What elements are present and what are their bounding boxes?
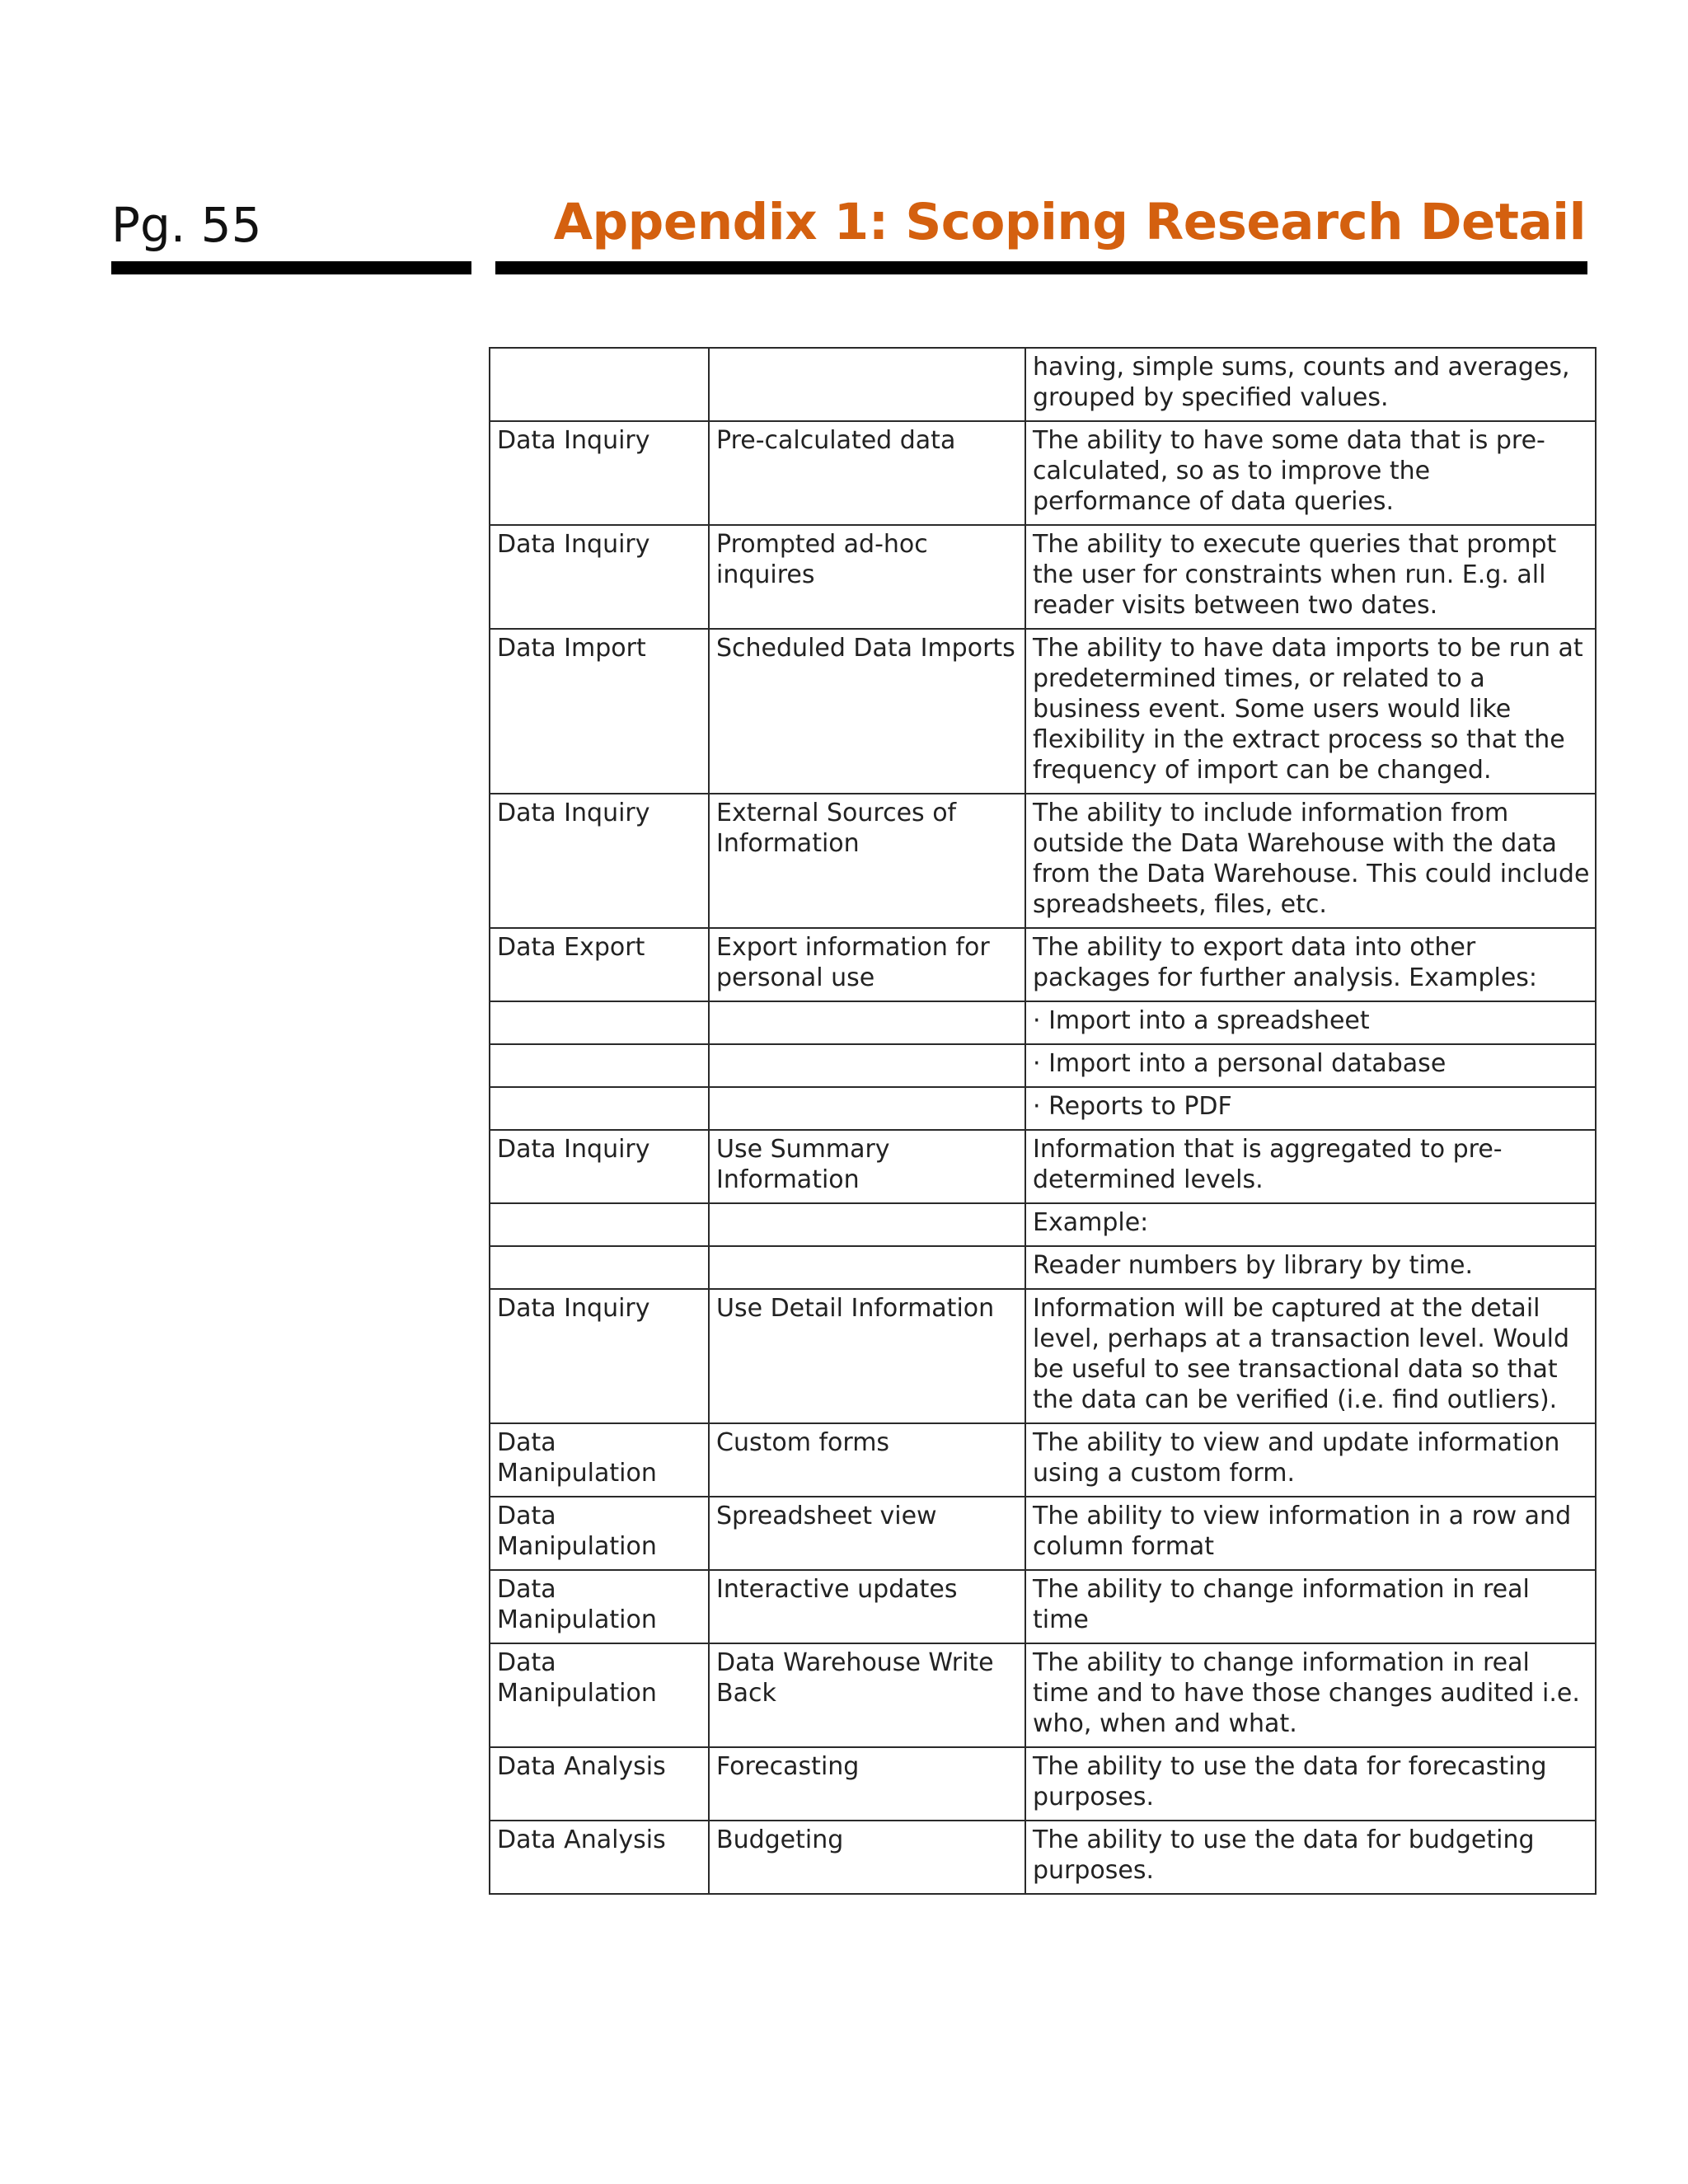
description-cell: Example: bbox=[1025, 1203, 1596, 1246]
category-cell: Data Export bbox=[490, 928, 709, 1001]
page-number: Pg. 55 bbox=[111, 197, 262, 253]
feature-cell: Data Warehouse Write Back bbox=[709, 1643, 1025, 1747]
feature-cell: Use Detail Information bbox=[709, 1289, 1025, 1423]
description-cell: The ability to have some data that is pre-calculated, so as to improve the performance of data queries. bbox=[1025, 421, 1596, 525]
category-cell: Data Inquiry bbox=[490, 794, 709, 928]
description-cell: Information that is aggregated to pre-determined levels. bbox=[1025, 1130, 1596, 1203]
table-row bbox=[490, 421, 1596, 525]
table-row bbox=[490, 1130, 1596, 1203]
description-cell: The ability to execute queries that prompt the user for constraints when run. E.g. all reader visits between two dates. bbox=[1025, 525, 1596, 629]
header-rule-right bbox=[495, 261, 1587, 274]
table-row bbox=[490, 525, 1596, 629]
table-row bbox=[490, 629, 1596, 794]
category-cell bbox=[490, 1001, 709, 1044]
feature-cell: Export information for personal use bbox=[709, 928, 1025, 1001]
header-rule-left bbox=[111, 261, 471, 274]
feature-cell bbox=[709, 348, 1025, 421]
table-row bbox=[490, 1246, 1596, 1289]
description-cell: Reader numbers by library by time. bbox=[1025, 1246, 1596, 1289]
feature-cell: Custom forms bbox=[709, 1423, 1025, 1497]
table-row bbox=[490, 1497, 1596, 1570]
feature-cell: Use Summary Information bbox=[709, 1130, 1025, 1203]
feature-cell: External Sources of Information bbox=[709, 794, 1025, 928]
feature-cell: Spreadsheet view bbox=[709, 1497, 1025, 1570]
category-cell: Data Manipulation bbox=[490, 1423, 709, 1497]
category-cell bbox=[490, 1203, 709, 1246]
feature-cell: Forecasting bbox=[709, 1747, 1025, 1821]
feature-cell bbox=[709, 1246, 1025, 1289]
table-row bbox=[490, 794, 1596, 928]
category-cell: Data Analysis bbox=[490, 1821, 709, 1894]
category-cell: Data Manipulation bbox=[490, 1497, 709, 1570]
description-cell: Information will be captured at the detail level, perhaps at a transaction level. Would be useful to see transactional data so that the data can be verified (i.e. find outliers). bbox=[1025, 1289, 1596, 1423]
feature-cell: Scheduled Data Imports bbox=[709, 629, 1025, 794]
category-cell: Data Import bbox=[490, 629, 709, 794]
category-cell: Data Manipulation bbox=[490, 1570, 709, 1643]
table-row bbox=[490, 1643, 1596, 1747]
feature-cell bbox=[709, 1001, 1025, 1044]
description-cell: The ability to view information in a row and column format bbox=[1025, 1497, 1596, 1570]
requirements-table bbox=[489, 347, 1595, 1895]
category-cell bbox=[490, 1246, 709, 1289]
category-cell: Data Inquiry bbox=[490, 1289, 709, 1423]
table-row bbox=[490, 1570, 1596, 1643]
category-cell bbox=[490, 348, 709, 421]
category-cell: Data Analysis bbox=[490, 1747, 709, 1821]
description-cell: The ability to use the data for budgeting purposes. bbox=[1025, 1821, 1596, 1894]
table-row bbox=[490, 1203, 1596, 1246]
feature-cell: Interactive updates bbox=[709, 1570, 1025, 1643]
feature-cell bbox=[709, 1203, 1025, 1246]
table-row bbox=[490, 1423, 1596, 1497]
table-row bbox=[490, 1001, 1596, 1044]
description-cell: · Reports to PDF bbox=[1025, 1087, 1596, 1130]
description-cell: · Import into a spreadsheet bbox=[1025, 1001, 1596, 1044]
description-cell: The ability to change information in real time bbox=[1025, 1570, 1596, 1643]
description-cell: The ability to include information from outside the Data Warehouse with the data from the Data Warehouse. This could include spreadsheets, files, etc. bbox=[1025, 794, 1596, 928]
category-cell: Data Manipulation bbox=[490, 1643, 709, 1747]
description-cell: having, simple sums, counts and averages, grouped by specified values. bbox=[1025, 348, 1596, 421]
table-row bbox=[490, 1821, 1596, 1894]
category-cell: Data Inquiry bbox=[490, 525, 709, 629]
page-title: Appendix 1: Scoping Research Detail bbox=[553, 193, 1586, 251]
feature-cell: Prompted ad-hoc inquires bbox=[709, 525, 1025, 629]
table-row bbox=[490, 1044, 1596, 1087]
description-cell: The ability to change information in real time and to have those changes audited i.e. who, when and what. bbox=[1025, 1643, 1596, 1747]
table-row bbox=[490, 928, 1596, 1001]
table-row bbox=[490, 348, 1596, 421]
category-cell bbox=[490, 1044, 709, 1087]
category-cell bbox=[490, 1087, 709, 1130]
description-cell: The ability to have data imports to be run at predetermined times, or related to a business event. Some users would like flexibility in the extract process so that the frequency of import can be changed. bbox=[1025, 629, 1596, 794]
table-row bbox=[490, 1087, 1596, 1130]
feature-cell bbox=[709, 1087, 1025, 1130]
feature-cell bbox=[709, 1044, 1025, 1087]
category-cell: Data Inquiry bbox=[490, 421, 709, 525]
table-row bbox=[490, 1747, 1596, 1821]
description-cell: · Import into a personal database bbox=[1025, 1044, 1596, 1087]
feature-cell: Pre-calculated data bbox=[709, 421, 1025, 525]
description-cell: The ability to use the data for forecasting purposes. bbox=[1025, 1747, 1596, 1821]
feature-cell: Budgeting bbox=[709, 1821, 1025, 1894]
description-cell: The ability to export data into other packages for further analysis. Examples: bbox=[1025, 928, 1596, 1001]
description-cell: The ability to view and update information using a custom form. bbox=[1025, 1423, 1596, 1497]
category-cell: Data Inquiry bbox=[490, 1130, 709, 1203]
table-row bbox=[490, 1289, 1596, 1423]
